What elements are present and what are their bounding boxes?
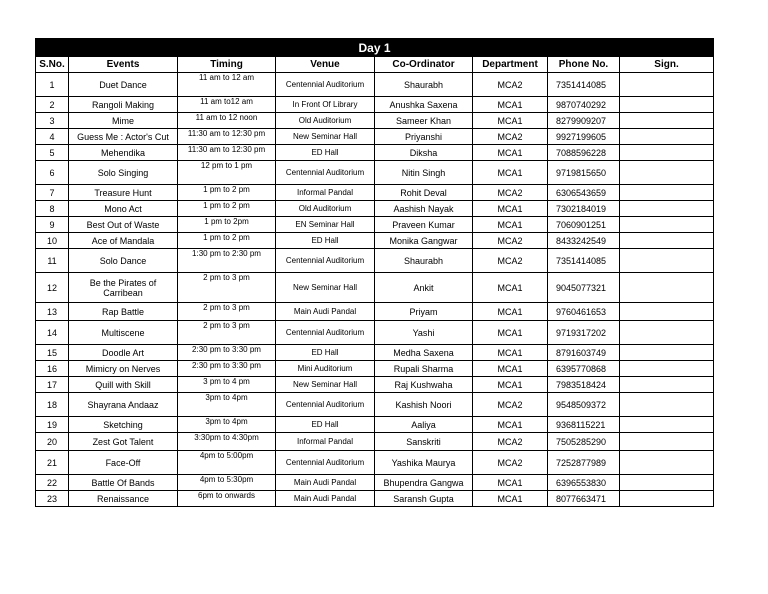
title-row — [36, 39, 714, 57]
cell-timing: 11 am to12 am — [178, 97, 276, 113]
cell-department: MCA1 — [473, 491, 548, 507]
cell-department: MCA1 — [473, 475, 548, 491]
cell-timing: 11 am to 12 am — [178, 73, 276, 97]
cell-coordinator: Ankit — [375, 273, 473, 303]
cell-department: MCA1 — [473, 217, 548, 233]
cell-phone: 6396553830 — [548, 475, 620, 491]
cell-sign — [620, 129, 714, 145]
cell-department: MCA2 — [473, 451, 548, 475]
cell-venue: Informal Pandal — [276, 185, 375, 201]
cell-sign — [620, 345, 714, 361]
cell-department: MCA2 — [473, 233, 548, 249]
cell-event: Mime — [69, 113, 178, 129]
cell-department: MCA1 — [473, 377, 548, 393]
cell-phone: 7351414085 — [548, 249, 620, 273]
cell-sign — [620, 185, 714, 201]
cell-event: Doodle Art — [69, 345, 178, 361]
cell-phone: 7088596228 — [548, 145, 620, 161]
cell-venue: Centennial Auditorium — [276, 73, 375, 97]
cell-sign — [620, 113, 714, 129]
cell-coordinator: Shaurabh — [375, 73, 473, 97]
cell-event: Battle Of Bands — [69, 475, 178, 491]
cell-sno: 5 — [36, 145, 69, 161]
cell-venue: New Seminar Hall — [276, 377, 375, 393]
cell-venue: Centennial Auditorium — [276, 161, 375, 185]
header-venue: Venue — [276, 57, 375, 73]
cell-event: Be the Pirates of Carribean — [69, 273, 178, 303]
cell-phone: 8077663471 — [548, 491, 620, 507]
cell-venue: New Seminar Hall — [276, 273, 375, 303]
cell-venue: Centennial Auditorium — [276, 321, 375, 345]
table-row — [36, 451, 714, 475]
cell-sno: 16 — [36, 361, 69, 377]
cell-sign — [620, 491, 714, 507]
cell-sno: 8 — [36, 201, 69, 217]
cell-sno: 18 — [36, 393, 69, 417]
cell-department: MCA2 — [473, 249, 548, 273]
cell-phone: 9719815650 — [548, 161, 620, 185]
cell-coordinator: Aaliya — [375, 417, 473, 433]
cell-sno: 17 — [36, 377, 69, 393]
cell-venue: In Front Of Library — [276, 97, 375, 113]
table-row — [36, 161, 714, 185]
cell-sno: 7 — [36, 185, 69, 201]
cell-sign — [620, 97, 714, 113]
table-row — [36, 97, 714, 113]
header-phone: Phone No. — [548, 57, 620, 73]
cell-phone: 7983518424 — [548, 377, 620, 393]
table-row — [36, 113, 714, 129]
cell-department: MCA1 — [473, 113, 548, 129]
cell-department: MCA2 — [473, 433, 548, 451]
cell-venue: Centennial Auditorium — [276, 393, 375, 417]
cell-sign — [620, 377, 714, 393]
cell-department: MCA1 — [473, 201, 548, 217]
cell-phone: 9927199605 — [548, 129, 620, 145]
cell-sno: 11 — [36, 249, 69, 273]
cell-event: Ace of Mandala — [69, 233, 178, 249]
table-row — [36, 433, 714, 451]
table-row — [36, 185, 714, 201]
cell-event: Multiscene — [69, 321, 178, 345]
cell-coordinator: Bhupendra Gangwa — [375, 475, 473, 491]
cell-event: Quill with Skill — [69, 377, 178, 393]
cell-department: MCA2 — [473, 129, 548, 145]
cell-coordinator: Saransh Gupta — [375, 491, 473, 507]
header-coordinator: Co-Ordinator — [375, 57, 473, 73]
cell-coordinator: Sanskriti — [375, 433, 473, 451]
cell-timing: 2 pm to 3 pm — [178, 273, 276, 303]
cell-phone: 8791603749 — [548, 345, 620, 361]
table-row — [36, 345, 714, 361]
cell-coordinator: Kashish Noori — [375, 393, 473, 417]
cell-event: Best Out of Waste — [69, 217, 178, 233]
cell-timing: 1 pm to 2 pm — [178, 201, 276, 217]
cell-timing: 3pm to 4pm — [178, 393, 276, 417]
table-row — [36, 145, 714, 161]
cell-event: Treasure Hunt — [69, 185, 178, 201]
cell-sign — [620, 417, 714, 433]
header-department: Department — [473, 57, 548, 73]
table-row — [36, 129, 714, 145]
cell-phone: 9719317202 — [548, 321, 620, 345]
cell-coordinator: Rohit Deval — [375, 185, 473, 201]
cell-venue: ED Hall — [276, 145, 375, 161]
cell-phone: 7505285290 — [548, 433, 620, 451]
cell-sign — [620, 201, 714, 217]
cell-phone: 7252877989 — [548, 451, 620, 475]
cell-sno: 12 — [36, 273, 69, 303]
cell-venue: Main Audi Pandal — [276, 303, 375, 321]
cell-venue: Centennial Auditorium — [276, 451, 375, 475]
cell-venue: Mini Auditorium — [276, 361, 375, 377]
cell-timing: 11:30 am to 12:30 pm — [178, 129, 276, 145]
cell-event: Solo Singing — [69, 161, 178, 185]
table-row — [36, 491, 714, 507]
cell-department: MCA1 — [473, 361, 548, 377]
cell-venue: Main Audi Pandal — [276, 491, 375, 507]
cell-coordinator: Shaurabh — [375, 249, 473, 273]
cell-sno: 19 — [36, 417, 69, 433]
cell-department: MCA1 — [473, 417, 548, 433]
header-timing: Timing — [178, 57, 276, 73]
cell-event: Mehendika — [69, 145, 178, 161]
cell-timing: 3:30pm to 4:30pm — [178, 433, 276, 451]
cell-department: MCA1 — [473, 161, 548, 185]
cell-phone: 9760461653 — [548, 303, 620, 321]
table-row — [36, 377, 714, 393]
cell-timing: 2:30 pm to 3:30 pm — [178, 345, 276, 361]
table-row — [36, 417, 714, 433]
cell-sign — [620, 145, 714, 161]
cell-sno: 9 — [36, 217, 69, 233]
cell-timing: 11:30 am to 12:30 pm — [178, 145, 276, 161]
schedule-table — [35, 38, 714, 507]
cell-department: MCA2 — [473, 393, 548, 417]
cell-timing: 12 pm to 1 pm — [178, 161, 276, 185]
header-events: Events — [69, 57, 178, 73]
cell-sign — [620, 475, 714, 491]
cell-event: Renaissance — [69, 491, 178, 507]
cell-department: MCA1 — [473, 97, 548, 113]
cell-event: Rangoli Making — [69, 97, 178, 113]
cell-event: Mono Act — [69, 201, 178, 217]
cell-phone: 8279909207 — [548, 113, 620, 129]
cell-coordinator: Nitin Singh — [375, 161, 473, 185]
cell-event: Face-Off — [69, 451, 178, 475]
cell-venue: ED Hall — [276, 417, 375, 433]
cell-timing: 4pm to 5:30pm — [178, 475, 276, 491]
cell-department: MCA1 — [473, 145, 548, 161]
cell-venue: ED Hall — [276, 233, 375, 249]
cell-sno: 3 — [36, 113, 69, 129]
cell-department: MCA1 — [473, 303, 548, 321]
cell-phone: 9045077321 — [548, 273, 620, 303]
cell-event: Shayrana Andaaz — [69, 393, 178, 417]
cell-timing: 3 pm to 4 pm — [178, 377, 276, 393]
cell-event: Sketching — [69, 417, 178, 433]
table-row — [36, 303, 714, 321]
cell-phone: 7351414085 — [548, 73, 620, 97]
cell-sno: 1 — [36, 73, 69, 97]
cell-sign — [620, 161, 714, 185]
cell-sign — [620, 361, 714, 377]
table-row — [36, 273, 714, 303]
cell-coordinator: Aashish Nayak — [375, 201, 473, 217]
cell-phone: 8433242549 — [548, 233, 620, 249]
cell-timing: 1 pm to 2pm — [178, 217, 276, 233]
cell-venue: ED Hall — [276, 345, 375, 361]
cell-sno: 10 — [36, 233, 69, 249]
cell-coordinator: Medha Saxena — [375, 345, 473, 361]
cell-venue: Old Auditorium — [276, 113, 375, 129]
cell-event: Rap Battle — [69, 303, 178, 321]
table-body — [36, 73, 714, 507]
cell-phone: 9368115221 — [548, 417, 620, 433]
cell-sign — [620, 273, 714, 303]
cell-department: MCA1 — [473, 321, 548, 345]
table-row — [36, 361, 714, 377]
cell-venue: Old Auditorium — [276, 201, 375, 217]
cell-sign — [620, 303, 714, 321]
cell-sno: 15 — [36, 345, 69, 361]
table-row — [36, 321, 714, 345]
cell-timing: 2 pm to 3 pm — [178, 321, 276, 345]
cell-phone: 7302184019 — [548, 201, 620, 217]
cell-sign — [620, 451, 714, 475]
cell-sno: 4 — [36, 129, 69, 145]
header-row — [36, 57, 714, 73]
cell-sign — [620, 73, 714, 97]
table-row — [36, 217, 714, 233]
cell-venue: Centennial Auditorium — [276, 249, 375, 273]
cell-department: MCA1 — [473, 273, 548, 303]
cell-coordinator: Sameer Khan — [375, 113, 473, 129]
cell-timing: 4pm to 5:00pm — [178, 451, 276, 475]
table-row — [36, 249, 714, 273]
cell-sign — [620, 233, 714, 249]
cell-timing: 1 pm to 2 pm — [178, 185, 276, 201]
cell-phone: 9870740292 — [548, 97, 620, 113]
cell-sign — [620, 249, 714, 273]
table-row — [36, 475, 714, 491]
table-row — [36, 73, 714, 97]
cell-timing: 1:30 pm to 2:30 pm — [178, 249, 276, 273]
cell-phone: 9548509372 — [548, 393, 620, 417]
cell-sign — [620, 217, 714, 233]
cell-coordinator: Yashika Maurya — [375, 451, 473, 475]
cell-phone: 6395770868 — [548, 361, 620, 377]
cell-event: Mimicry on Nerves — [69, 361, 178, 377]
cell-coordinator: Rupali Sharma — [375, 361, 473, 377]
header-sno: S.No. — [36, 57, 69, 73]
cell-timing: 2:30 pm to 3:30 pm — [178, 361, 276, 377]
cell-coordinator: Yashi — [375, 321, 473, 345]
cell-venue: Informal Pandal — [276, 433, 375, 451]
cell-sno: 23 — [36, 491, 69, 507]
cell-department: MCA2 — [473, 185, 548, 201]
cell-sno: 20 — [36, 433, 69, 451]
cell-sign — [620, 321, 714, 345]
cell-timing: 3pm to 4pm — [178, 417, 276, 433]
cell-event: Solo Dance — [69, 249, 178, 273]
cell-venue: Main Audi Pandal — [276, 475, 375, 491]
cell-sign — [620, 433, 714, 451]
cell-sno: 21 — [36, 451, 69, 475]
cell-department: MCA2 — [473, 73, 548, 97]
cell-coordinator: Anushka Saxena — [375, 97, 473, 113]
cell-timing: 2 pm to 3 pm — [178, 303, 276, 321]
cell-sno: 14 — [36, 321, 69, 345]
cell-coordinator: Monika Gangwar — [375, 233, 473, 249]
table-row — [36, 233, 714, 249]
table-row — [36, 201, 714, 217]
cell-coordinator: Priyam — [375, 303, 473, 321]
cell-phone: 6306543659 — [548, 185, 620, 201]
cell-event: Zest Got Talent — [69, 433, 178, 451]
cell-timing: 6pm to onwards — [178, 491, 276, 507]
header-sign: Sign. — [620, 57, 714, 73]
cell-event: Duet Dance — [69, 73, 178, 97]
cell-coordinator: Praveen Kumar — [375, 217, 473, 233]
cell-event: Guess Me : Actor's Cut — [69, 129, 178, 145]
cell-sno: 22 — [36, 475, 69, 491]
cell-sign — [620, 393, 714, 417]
cell-sno: 2 — [36, 97, 69, 113]
table-row — [36, 393, 714, 417]
cell-coordinator: Priyanshi — [375, 129, 473, 145]
cell-sno: 13 — [36, 303, 69, 321]
cell-timing: 1 pm to 2 pm — [178, 233, 276, 249]
cell-venue: New Seminar Hall — [276, 129, 375, 145]
cell-sno: 6 — [36, 161, 69, 185]
cell-coordinator: Diksha — [375, 145, 473, 161]
cell-department: MCA1 — [473, 345, 548, 361]
cell-coordinator: Raj Kushwaha — [375, 377, 473, 393]
cell-venue: EN Seminar Hall — [276, 217, 375, 233]
day-title: Day 1 — [36, 39, 714, 57]
cell-phone: 7060901251 — [548, 217, 620, 233]
cell-timing: 11 am to 12 noon — [178, 113, 276, 129]
